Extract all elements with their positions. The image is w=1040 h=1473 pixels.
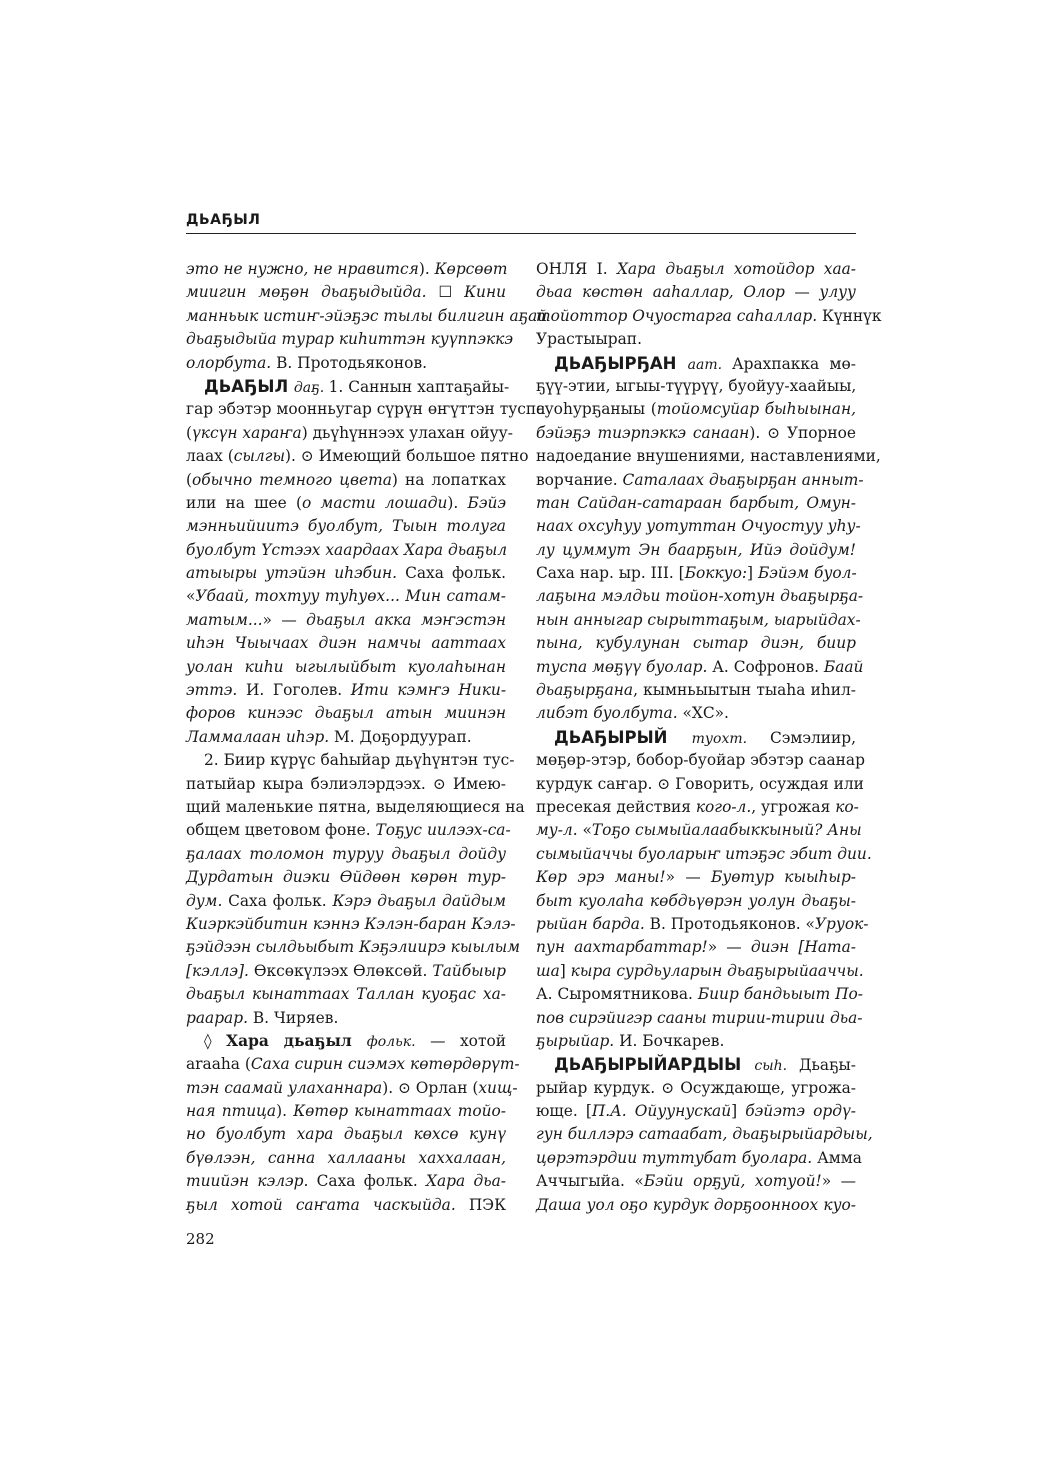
- italic-text: олорбута.: [186, 353, 277, 372]
- text-segment: суоһурҕаныы (: [536, 400, 657, 419]
- text-line: [536, 515, 861, 538]
- text-line: [536, 1053, 856, 1076]
- part-of-speech: туохт.: [691, 730, 770, 747]
- italic-text: Ити кэмҥэ Ники-: [350, 681, 507, 700]
- text-segment: ) дьүһүннээх улахан ойуу-: [301, 423, 513, 442]
- text-segment: ]: [747, 564, 758, 583]
- text-line: [186, 609, 506, 632]
- text-line: [536, 632, 856, 655]
- italic-text: дьаҕыл акка мэҥэстэн: [306, 610, 506, 629]
- italic-text: бэйэҕэ тиэрпэккэ санаан: [536, 423, 750, 442]
- text-segment: Дьаҕы-: [799, 1056, 856, 1075]
- text-line: [536, 913, 869, 936]
- italic-text: Көр эрэ маны!: [536, 868, 666, 887]
- italic-text: дьаҕыдыйа турар киһиттэн куүппэккэ: [186, 330, 513, 349]
- italic-text: ҕырыйар.: [536, 1031, 620, 1050]
- text-segment: Саха нар. ыр. III. [: [536, 564, 685, 583]
- italic-text: это не нужно, не нравится: [186, 260, 419, 278]
- text-segment: ). ⊙ Упорное: [749, 423, 856, 442]
- text-line: [186, 819, 511, 842]
- italic-text: либэт буолбута.: [536, 704, 683, 723]
- italic-text: мэнньийиитэ буолбут, Тыын толуга: [186, 517, 506, 536]
- text-segment: гар эбэтэр моонньугар сүрүн өҥүттэн туспа: [186, 400, 546, 419]
- italic-text: Бэйэм буол-: [757, 564, 857, 583]
- text-line: [536, 469, 864, 492]
- text-line: [536, 679, 856, 702]
- text-line: [186, 469, 506, 492]
- text-segment: пресекая действия: [536, 797, 696, 816]
- text-line: [536, 539, 856, 562]
- text-line: [186, 492, 506, 515]
- text-segment: » —: [665, 868, 712, 887]
- italic-text: гун биллэрэ сатаабат, дьаҕырыйардыы,: [536, 1125, 873, 1144]
- text-segment: Саха фольк.: [405, 564, 506, 583]
- text-segment: ]: [559, 961, 571, 980]
- text-segment: Күннүк: [822, 306, 882, 325]
- phrase-heading: Хара дьаҕыл: [226, 1031, 367, 1050]
- italic-text: лаҕына мэлдьи тойон-хотун дьаҕырҕа-: [536, 587, 864, 606]
- text-line: [536, 352, 856, 375]
- text-line: [186, 702, 506, 725]
- text-line: [186, 1170, 506, 1193]
- text-line: [186, 936, 520, 959]
- text-line: [536, 1100, 856, 1123]
- text-segment: или на шее (: [186, 493, 303, 512]
- italic-text: буолбут Үстээх хаардаах Хара дьаҕыл: [186, 540, 508, 559]
- text-line: [186, 562, 506, 585]
- italic-text: Биир бандьыыт По-: [697, 985, 863, 1004]
- text-line: [536, 422, 856, 445]
- text-segment: Өксөкүлээх Өлөксөй.: [253, 961, 433, 980]
- text-line: [536, 773, 864, 796]
- italic-text: Киэркэйбитин кэннэ Кэлэн-баран Кэлэ-: [186, 914, 516, 933]
- text-line: [536, 305, 882, 328]
- text-line: [186, 632, 506, 655]
- text-line: [186, 960, 506, 983]
- italic-text: пына, кубулунан сытар диэн, биир: [536, 634, 856, 653]
- text-segment: общем цветовом фоне.: [186, 821, 376, 840]
- text-line: [186, 398, 546, 421]
- text-segment: курдук саҥар. ⊙ Говорить, осуждая или: [536, 774, 864, 793]
- headword: ДЬАҔЫРЫЙ: [554, 727, 692, 747]
- italic-text: диэн [Ната-: [750, 938, 857, 957]
- text-line: [186, 328, 513, 351]
- italic-text: манньык истиҥ-эйэҕэс тылы билигин аҕай: [186, 306, 548, 325]
- text-segment: юще. [: [536, 1102, 592, 1121]
- text-segment: ). ⊙ Орлан (: [382, 1078, 479, 1097]
- text-line: [186, 1030, 506, 1053]
- italic-text: ко-: [835, 797, 859, 816]
- text-line: [536, 1030, 856, 1053]
- text-line: [536, 445, 881, 468]
- text-line: [186, 1053, 520, 1076]
- italic-text: Буөтур кыыһыр-: [711, 868, 857, 887]
- italic-text: лу цуммут Эн баарҕын, Ийэ дойдум!: [536, 540, 856, 559]
- italic-text: Хара дьаҕыл хотойдор хаа-: [616, 260, 856, 278]
- text-line: [536, 375, 856, 398]
- text-line: [536, 328, 856, 351]
- text-line: [536, 702, 856, 725]
- text-line: [186, 913, 516, 936]
- italic-text: цөрэтэрдии туттубат буолара.: [536, 1148, 818, 1167]
- text-segment: ◊: [204, 1031, 227, 1050]
- italic-text: хищ-: [478, 1078, 518, 1097]
- text-segment: А. Сыромятникова.: [536, 985, 698, 1004]
- text-line: [186, 1007, 506, 1030]
- text-line: [536, 726, 856, 749]
- text-segment: патыйар кыра бэлиэлэрдээх. ⊙ Имею-: [186, 774, 506, 793]
- text-segment: 1. Саннын хаптаҕайы-: [328, 377, 510, 396]
- italic-text: Дурдатын диэки Өйдөөн көрөн тур-: [186, 868, 506, 887]
- italic-text: Саталаах дьаҕырҕан анныт-: [622, 470, 864, 489]
- text-line: [186, 1194, 506, 1217]
- text-segment: Амма: [817, 1148, 862, 1167]
- text-segment: ворчание.: [536, 470, 623, 489]
- text-segment: 2. Биир күрүс баһыйар дьүһүнтэн тус-: [204, 751, 515, 770]
- text-line: [186, 773, 506, 796]
- italic-text: Көтөр кынаттаах тойо-: [293, 1102, 507, 1121]
- text-line: [186, 375, 510, 398]
- text-segment: мөҕөр-этэр, бобор-буойар эбэтэр саанар: [536, 751, 865, 770]
- text-line: [186, 422, 513, 445]
- italic-text: нын анныгар сырыттаҕым, ыарыйдах-: [536, 610, 861, 629]
- italic-text: обычно темного цвета: [192, 470, 392, 489]
- italic-text: Саха сирин сиэмэх көтөрдөрүт-: [250, 1055, 520, 1074]
- text-line: [536, 609, 861, 632]
- text-segment: В. Протодьяконов.: [276, 353, 428, 372]
- text-segment: ).: [447, 493, 468, 512]
- text-line: [536, 585, 864, 608]
- text-segment: ПЭК: [468, 1195, 506, 1214]
- italic-text: Тоҕо сымыйалаабыккыный? Аны: [591, 821, 862, 840]
- text-segment: Урастыырап.: [536, 330, 642, 349]
- text-line: [186, 656, 506, 679]
- text-segment: ОНЛЯ I.: [536, 260, 617, 278]
- text-line: [186, 749, 515, 772]
- text-line: [536, 398, 856, 421]
- text-line: [536, 562, 856, 585]
- italic-text: иһэн Чыычаах диэн намчы ааттаах: [186, 634, 506, 653]
- italic-text: ҕыл хотой саҥата часкыйда.: [186, 1195, 469, 1214]
- part-of-speech: аат.: [687, 356, 732, 373]
- text-line: [536, 656, 864, 679]
- text-segment: Саха фольк.: [228, 891, 333, 910]
- text-line: [536, 843, 872, 866]
- text-segment: » —: [821, 1172, 857, 1191]
- text-line: [186, 866, 506, 889]
- italic-text: Кини: [464, 283, 506, 302]
- italic-text: тан Сайдан-сатараан барбыт, Омун-: [536, 493, 856, 512]
- italic-text: Ламмалаан иһэр.: [186, 727, 334, 746]
- italic-text: тойоттор Очуостарга саһаллар.: [536, 306, 823, 325]
- italic-text: тэн саамай улаханнара: [186, 1078, 383, 1097]
- italic-text: П.А. Ойуунускай: [591, 1102, 732, 1121]
- text-line: [186, 1123, 506, 1146]
- text-segment: А. Софронов.: [712, 657, 824, 676]
- italic-text: уолан киһи ыгылыйбыт куолаһынан: [186, 657, 506, 676]
- text-segment: «ХС».: [682, 704, 729, 723]
- italic-text: о масти лошади: [302, 493, 448, 512]
- italic-text: Тоҕус иилээх-са-: [375, 821, 511, 840]
- italic-text: быт куолаһа көбдьүөрэн уолун дьаҕы-: [536, 891, 856, 910]
- text-line: [186, 305, 548, 328]
- text-line: [536, 936, 856, 959]
- italic-text: пун аахтарбаттар!: [536, 938, 708, 957]
- italic-text: матым...: [186, 610, 263, 629]
- text-segment: лаах (: [186, 447, 234, 466]
- italic-text: тиийэн кэлэр.: [186, 1172, 317, 1191]
- text-line: [186, 539, 506, 562]
- text-segment: araaһа (: [186, 1055, 251, 1074]
- headword: ДЬАҔЫРҔАН: [554, 353, 688, 373]
- text-segment: В. Протодьяконов. «: [649, 914, 815, 933]
- italic-text: рыйан: [536, 914, 593, 933]
- italic-text: Тайбыыр: [432, 961, 507, 980]
- text-line: [186, 679, 506, 702]
- text-segment: ) на лопатках: [391, 470, 506, 489]
- italic-text: барда.: [592, 914, 650, 933]
- text-line: [536, 866, 856, 889]
- text-line: [186, 796, 525, 819]
- italic-text: бэйэтэ ордү-: [745, 1102, 857, 1121]
- headword: ДЬАҔЫРЫЙАРДЫЫ: [554, 1055, 755, 1075]
- text-segment: М. Доҕордуурап.: [333, 727, 472, 746]
- italic-text: Уруок-: [814, 914, 869, 933]
- italic-text: Бэйэ: [467, 493, 506, 512]
- italic-text: дум.: [186, 891, 229, 910]
- italic-text: Даша уол оҕо курдук дорҕоонноох куо-: [536, 1195, 856, 1214]
- italic-text: дьаҕыл кынаттаах Таллан куоҕас ха-: [186, 985, 506, 1004]
- italic-text: Хара дьа-: [426, 1172, 506, 1191]
- text-segment: И. Бочкарев.: [619, 1031, 725, 1050]
- italic-text: ная птица: [186, 1102, 277, 1121]
- italic-text: кого-л.: [695, 797, 752, 816]
- italic-text: миигин мөҕөн дьаҕыдыйда.: [186, 283, 439, 302]
- text-line: [186, 843, 506, 866]
- italic-text: атыыры утэйэн иһэбин.: [186, 564, 406, 583]
- text-line: [536, 749, 865, 772]
- italic-text: му-л.: [536, 821, 578, 840]
- italic-text: наах охсуһуу уотуттан Очуостуу уһу-: [536, 517, 861, 536]
- text-line: [536, 796, 859, 819]
- text-segment: Саха фольк.: [316, 1172, 427, 1191]
- text-line: [536, 1170, 856, 1193]
- italic-text: ҕэйдээн сылдьыбыт Кэҕэлиирэ кыылым: [186, 938, 520, 957]
- text-line: [536, 1194, 856, 1217]
- headword: ДЬАҔЫЛ: [204, 376, 294, 396]
- text-line: [536, 1147, 862, 1170]
- text-line: [186, 983, 506, 1006]
- text-segment: » —: [707, 938, 751, 957]
- italic-text: тойомсуйар быһыынан,: [656, 400, 856, 419]
- text-segment: , кымньыытын тыаһа иһил-: [633, 681, 856, 700]
- italic-text: дьаа көстөн ааһаллар, Олор — улуу: [536, 283, 856, 302]
- text-segment: ☐: [438, 283, 465, 302]
- text-segment: щий маленькие пятна, выделяющиеся на: [186, 797, 525, 816]
- part-of-speech: даҕ.: [293, 379, 329, 396]
- text-line: [186, 890, 506, 913]
- italic-text: Көрсөөт: [434, 260, 508, 278]
- text-segment: надоедание внушениями, наставлениями,: [536, 447, 881, 466]
- text-segment: рыйар курдук. ⊙ Осуждающе, угрожа-: [536, 1078, 856, 1097]
- italic-text: раарар.: [186, 1008, 253, 1027]
- italic-text: ҕалаах толомон туруу дьаҕыл дойду: [186, 844, 506, 863]
- text-segment: «: [577, 821, 592, 840]
- page-number: 282: [186, 1230, 215, 1248]
- italic-text: дьаҕырҕана: [536, 681, 634, 700]
- running-head: ДЬАҔЫЛ: [186, 212, 856, 234]
- text-line: [186, 1077, 518, 1100]
- text-segment: В. Чиряев.: [252, 1008, 339, 1027]
- text-line: [536, 1007, 863, 1030]
- italic-text: форов кинээс дьаҕыл атын миинэн: [186, 704, 506, 723]
- right-column: [536, 258, 882, 1217]
- text-line: [536, 819, 862, 842]
- italic-text: [кэллэ].: [186, 961, 254, 980]
- text-line: [186, 515, 506, 538]
- italic-text: сымыйаччы буоларыҥ итэҕэс эбит дии.: [536, 844, 872, 863]
- text-segment: ). ⊙ Имеющий большое пятно: [285, 447, 529, 466]
- text-segment: ]: [731, 1102, 746, 1121]
- text-line: [536, 890, 856, 913]
- text-segment: , угрожая: [751, 797, 836, 816]
- text-line: [536, 960, 864, 983]
- part-of-speech: фольк.: [366, 1033, 416, 1050]
- text-segment: (: [186, 423, 193, 442]
- italic-text: сылгы: [233, 447, 285, 466]
- text-line: [536, 492, 856, 515]
- text-segment: Арахпакка мө-: [732, 354, 856, 373]
- text-line: [186, 352, 506, 375]
- text-line: [536, 258, 856, 281]
- text-line: [536, 983, 863, 1006]
- text-line: [186, 281, 506, 304]
- text-segment: Сэмэлиир,: [769, 728, 856, 747]
- italic-text: кыра сурдьуларын дьаҕырыйааччы.: [570, 961, 864, 980]
- text-segment: ҕүү-этии, ыгыы-түүрүү, буойуу-хаайыы,: [536, 376, 857, 395]
- italic-text: Убаай, тохтуу туһуөх... Мин сатам-: [195, 587, 506, 606]
- text-line: [186, 1147, 506, 1170]
- text-line: [186, 585, 506, 608]
- text-segment: (: [186, 470, 193, 489]
- italic-text: Кэрэ дьаҕыл дайдым: [332, 891, 506, 910]
- text-segment: «: [186, 587, 196, 606]
- text-line: [186, 258, 506, 281]
- text-segment: И. Гоголев.: [245, 681, 351, 700]
- text-segment: ).: [418, 260, 435, 278]
- part-of-speech: сыһ.: [754, 1058, 800, 1075]
- italic-text: Бэйи орҕуй, хотуой!: [643, 1172, 822, 1191]
- italic-text: пов сирэйигэр сааны тирии-тирии дьа-: [536, 1008, 863, 1027]
- text-line: [536, 1123, 873, 1146]
- text-segment: — хотой: [415, 1031, 506, 1050]
- text-line: [186, 726, 506, 749]
- italic-text: бүөлээн, санна халлааны хаххалаан,: [186, 1148, 506, 1167]
- italic-text: Баай: [823, 657, 864, 676]
- italic-text: Боккуо:: [684, 564, 748, 583]
- text-segment: » —: [262, 610, 307, 629]
- text-segment: ).: [276, 1102, 294, 1121]
- left-column: [186, 258, 548, 1217]
- text-segment: Аччыгыйа. «: [536, 1172, 644, 1191]
- italic-text: ша: [536, 961, 560, 980]
- text-line: [536, 1077, 856, 1100]
- italic-text: эттэ.: [186, 681, 246, 700]
- text-line: [186, 1100, 506, 1123]
- italic-text: туспа мөҕүү буолар.: [536, 657, 713, 676]
- italic-text: но буолбут хара дьаҕыл көхсө кунү: [186, 1125, 506, 1144]
- text-line: [186, 445, 529, 468]
- text-line: [536, 281, 856, 304]
- italic-text: үксүн хараҥа: [192, 423, 302, 442]
